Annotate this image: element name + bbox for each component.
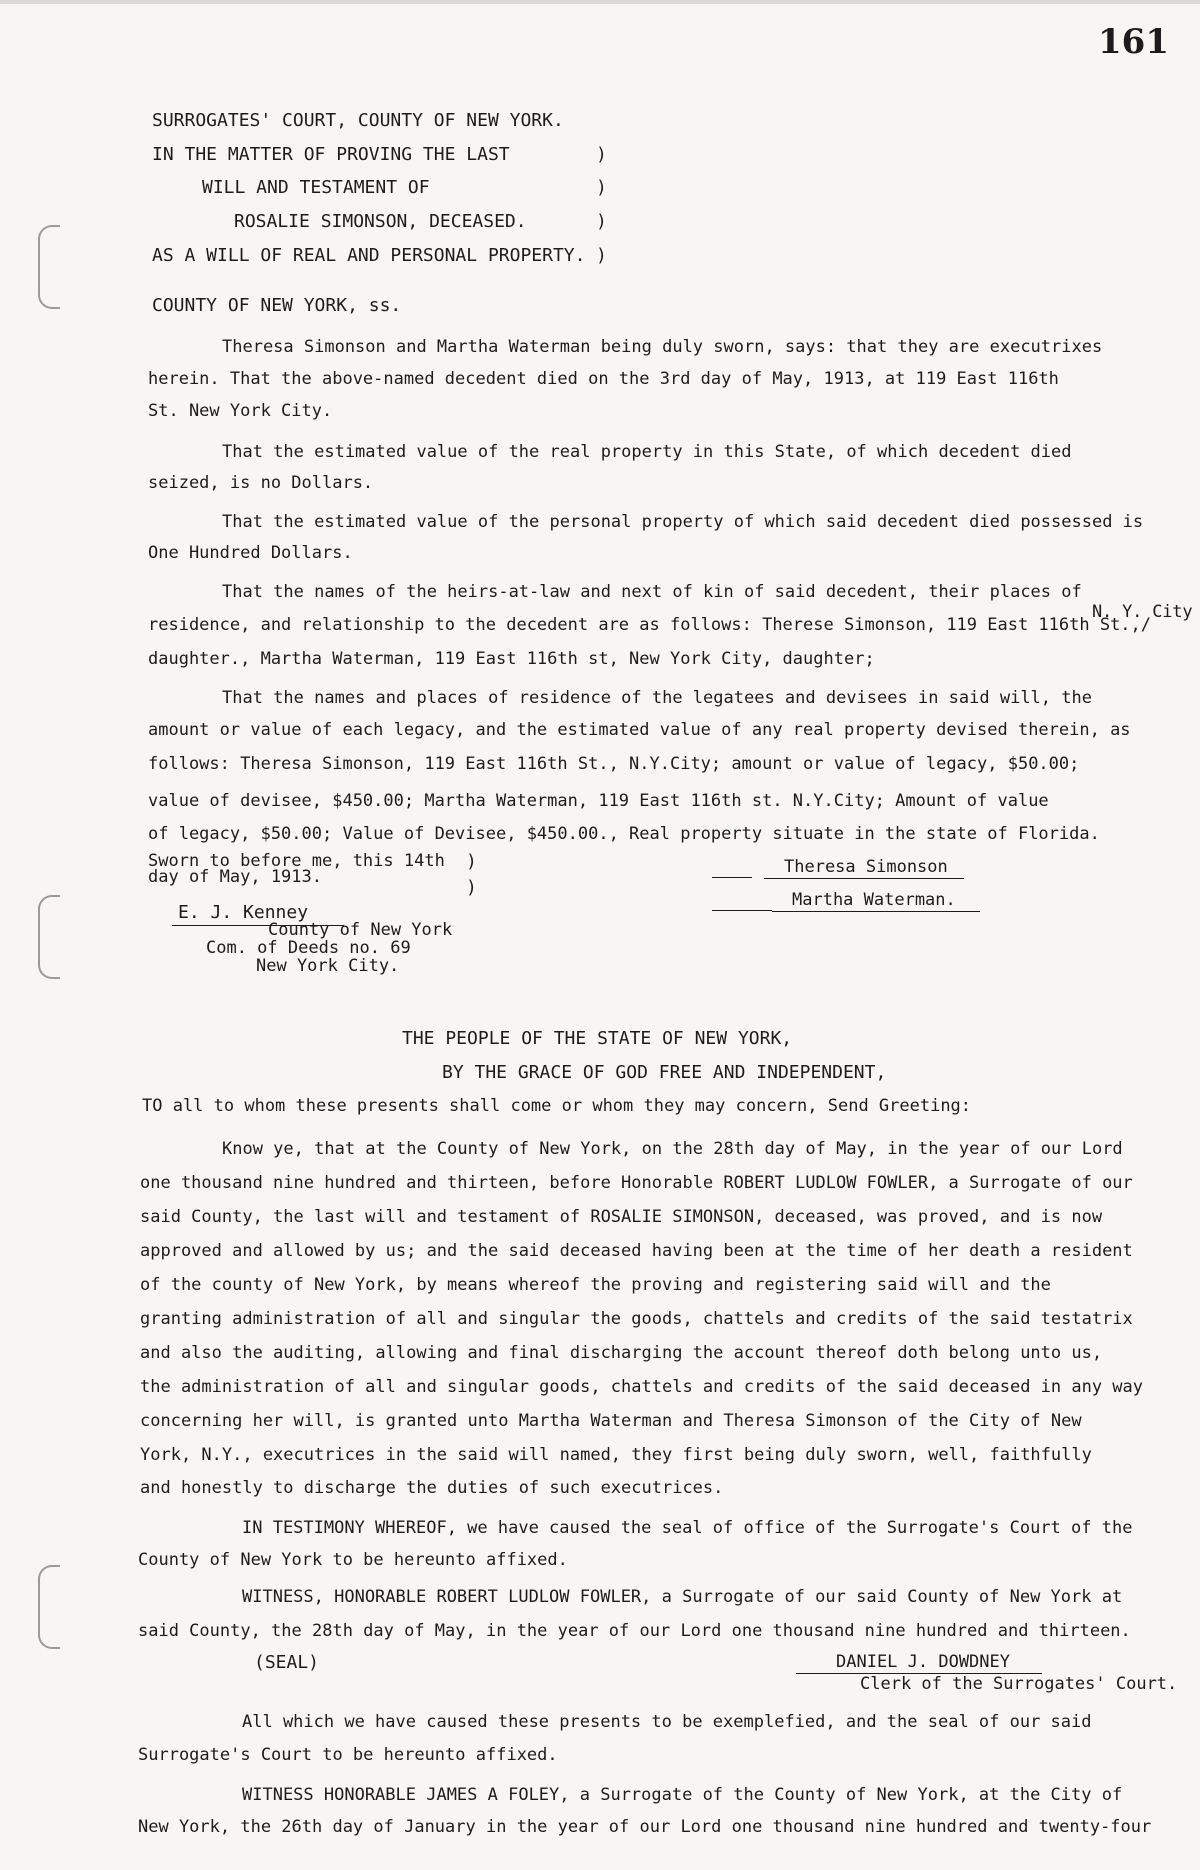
affidavit-p5-line5: of legacy, $50.00; Value of Devisee, $450.00., Real property situate in the state of Florida.: [148, 824, 1100, 844]
testimony-line-1: IN TESTIMONY WHEREOF, we have caused the seal of office of the Surrogate's Court of the: [242, 1518, 1133, 1538]
affidavit-p4-insert: N. Y. City: [1092, 602, 1193, 622]
affidavit-p1-line3: St. New York City.: [148, 401, 333, 421]
notary-name: E. J. Kenney: [172, 902, 344, 926]
caption-bracket-3: ): [596, 211, 607, 232]
page-number: 161: [1098, 22, 1169, 62]
binder-hole-1: [38, 225, 60, 309]
signature-rule-2a: [712, 910, 772, 911]
affidavit-p4-line2: residence, and relationship to the decedent are as follows: Therese Simonson, 119 East 116th St.,/: [148, 615, 1152, 635]
affidavit-p4-line3: daughter., Martha Waterman, 119 East 116th st, New York City, daughter;: [148, 649, 875, 669]
notary-commission: Com. of Deeds no. 69: [206, 938, 411, 958]
letters-body-7: and also the auditing, allowing and final discharging the account thereof doth belong unto us,: [140, 1343, 1103, 1363]
jurat-bracket-2: ): [466, 877, 477, 898]
clerk-title: Clerk of the Surrogates' Court.: [860, 1674, 1178, 1694]
venue: COUNTY OF NEW YORK, ss.: [152, 295, 402, 316]
affidavit-p2-line2: seized, is no Dollars.: [148, 473, 374, 493]
affidavit-p5-line2: amount or value of each legacy, and the estimated value of any real property devised therein, as: [148, 720, 1131, 740]
exemplification-line-1: All which we have caused these presents to be exemplefied, and the seal of our said: [242, 1712, 1092, 1732]
letters-body-4: approved and allowed by us; and the said deceased having been at the time of her death a resident: [140, 1241, 1133, 1261]
notary-county: County of New York: [268, 920, 453, 940]
letters-heading-1: THE PEOPLE OF THE STATE OF NEW YORK,: [402, 1028, 793, 1049]
affidavit-p3-line1: That the estimated value of the personal property of which said decedent died possessed is: [222, 512, 1144, 532]
signature-rule-1a: [712, 877, 752, 878]
letters-heading-2: BY THE GRACE OF GOD FREE AND INDEPENDENT,: [442, 1062, 887, 1083]
affidavit-p4-line1: That the names of the heirs-at-law and next of kin of said decedent, their places of: [222, 582, 1082, 602]
signature-theresa: Theresa Simonson: [764, 857, 964, 879]
caption-line-1: IN THE MATTER OF PROVING THE LAST: [152, 144, 510, 165]
signature-martha: Martha Waterman.: [772, 890, 980, 912]
binder-hole-3: [38, 1565, 60, 1649]
letters-body-2: one thousand nine hundred and thirteen, before Honorable ROBERT LUDLOW FOWLER, a Surrogate of our: [140, 1173, 1133, 1193]
affidavit-p1-line2: herein. That the above-named decedent died on the 3rd day of May, 1913, at 119 East 116th: [148, 369, 1059, 389]
caption-bracket-2: ): [596, 177, 607, 198]
caption-line-3: ROSALIE SIMONSON, DECEASED.: [234, 211, 527, 232]
affidavit-p5-line3: follows: Theresa Simonson, 119 East 116th St., N.Y.City; amount or value of legacy, $50.00;: [148, 754, 1080, 774]
witness-line-2: said County, the 28th day of May, in the year of our Lord one thousand nine hundred and thirteen.: [138, 1621, 1131, 1641]
letters-body-5: of the county of New York, by means whereof the proving and registering said will and the: [140, 1275, 1051, 1295]
binder-hole-2: [38, 895, 60, 979]
letters-body-11: and honestly to discharge the duties of such executrices.: [140, 1478, 724, 1498]
scan-top-edge: [0, 0, 1200, 4]
affidavit-p5-line1: That the names and places of residence of the legatees and devisees in said will, the: [222, 688, 1092, 708]
notary-city: New York City.: [256, 956, 400, 976]
exemplification-line-2: Surrogate's Court to be hereunto affixed.: [138, 1745, 558, 1765]
affidavit-p2-line1: That the estimated value of the real property in this State, of which decedent died: [222, 442, 1072, 462]
caption-line-2: WILL AND TESTAMENT OF: [202, 177, 430, 198]
clerk-signature: DANIEL J. DOWDNEY: [796, 1652, 1042, 1674]
caption-bracket-4: ): [596, 245, 607, 266]
witness2-line-2: New York, the 26th day of January in the year of our Lord one thousand nine hundred and twenty-four: [138, 1817, 1152, 1837]
affidavit-p3-line2: One Hundred Dollars.: [148, 543, 353, 563]
caption-bracket-1: ): [596, 144, 607, 165]
letters-body-3: said County, the last will and testament of ROSALIE SIMONSON, deceased, was proved, and is now: [140, 1207, 1103, 1227]
letters-body-9: concerning her will, is granted unto Martha Waterman and Theresa Simonson of the City of New: [140, 1411, 1082, 1431]
letters-body-10: York, N.Y., executrices in the said will named, they first being duly sworn, well, faithfully: [140, 1445, 1092, 1465]
jurat-line-1: Sworn to before me, this 14th: [148, 851, 445, 871]
letters-body-1: Know ye, that at the County of New York, on the 28th day of May, in the year of our Lord: [222, 1139, 1123, 1159]
letters-body-6: granting administration of all and singular the goods, chattels and credits of the said testatrix: [140, 1309, 1133, 1329]
caption-line-4: AS A WILL OF REAL AND PERSONAL PROPERTY.: [152, 245, 586, 266]
letters-greeting: TO all to whom these presents shall come or whom they may concern, Send Greeting:: [142, 1096, 972, 1116]
testimony-line-2: County of New York to be hereunto affixed.: [138, 1550, 568, 1570]
affidavit-p5-line4: value of devisee, $450.00; Martha Waterman, 119 East 116th st. N.Y.City; Amount of value: [148, 791, 1049, 811]
witness2-line-1: WITNESS HONORABLE JAMES A FOLEY, a Surrogate of the County of New York, at the City of: [242, 1785, 1123, 1805]
seal-mark: (SEAL): [254, 1652, 320, 1673]
jurat-bracket-1: ): [466, 851, 477, 872]
letters-body-8: the administration of all and singular goods, chattels and credits of the said deceased in any way: [140, 1377, 1144, 1397]
witness-line-1: WITNESS, HONORABLE ROBERT LUDLOW FOWLER, a Surrogate of our said County of New York at: [242, 1587, 1123, 1607]
jurat-line-2: day of May, 1913.: [148, 867, 322, 887]
affidavit-p1-line1: Theresa Simonson and Martha Waterman being duly sworn, says: that they are executrixes: [222, 337, 1103, 357]
court-heading: SURROGATES' COURT, COUNTY OF NEW YORK.: [152, 110, 564, 131]
